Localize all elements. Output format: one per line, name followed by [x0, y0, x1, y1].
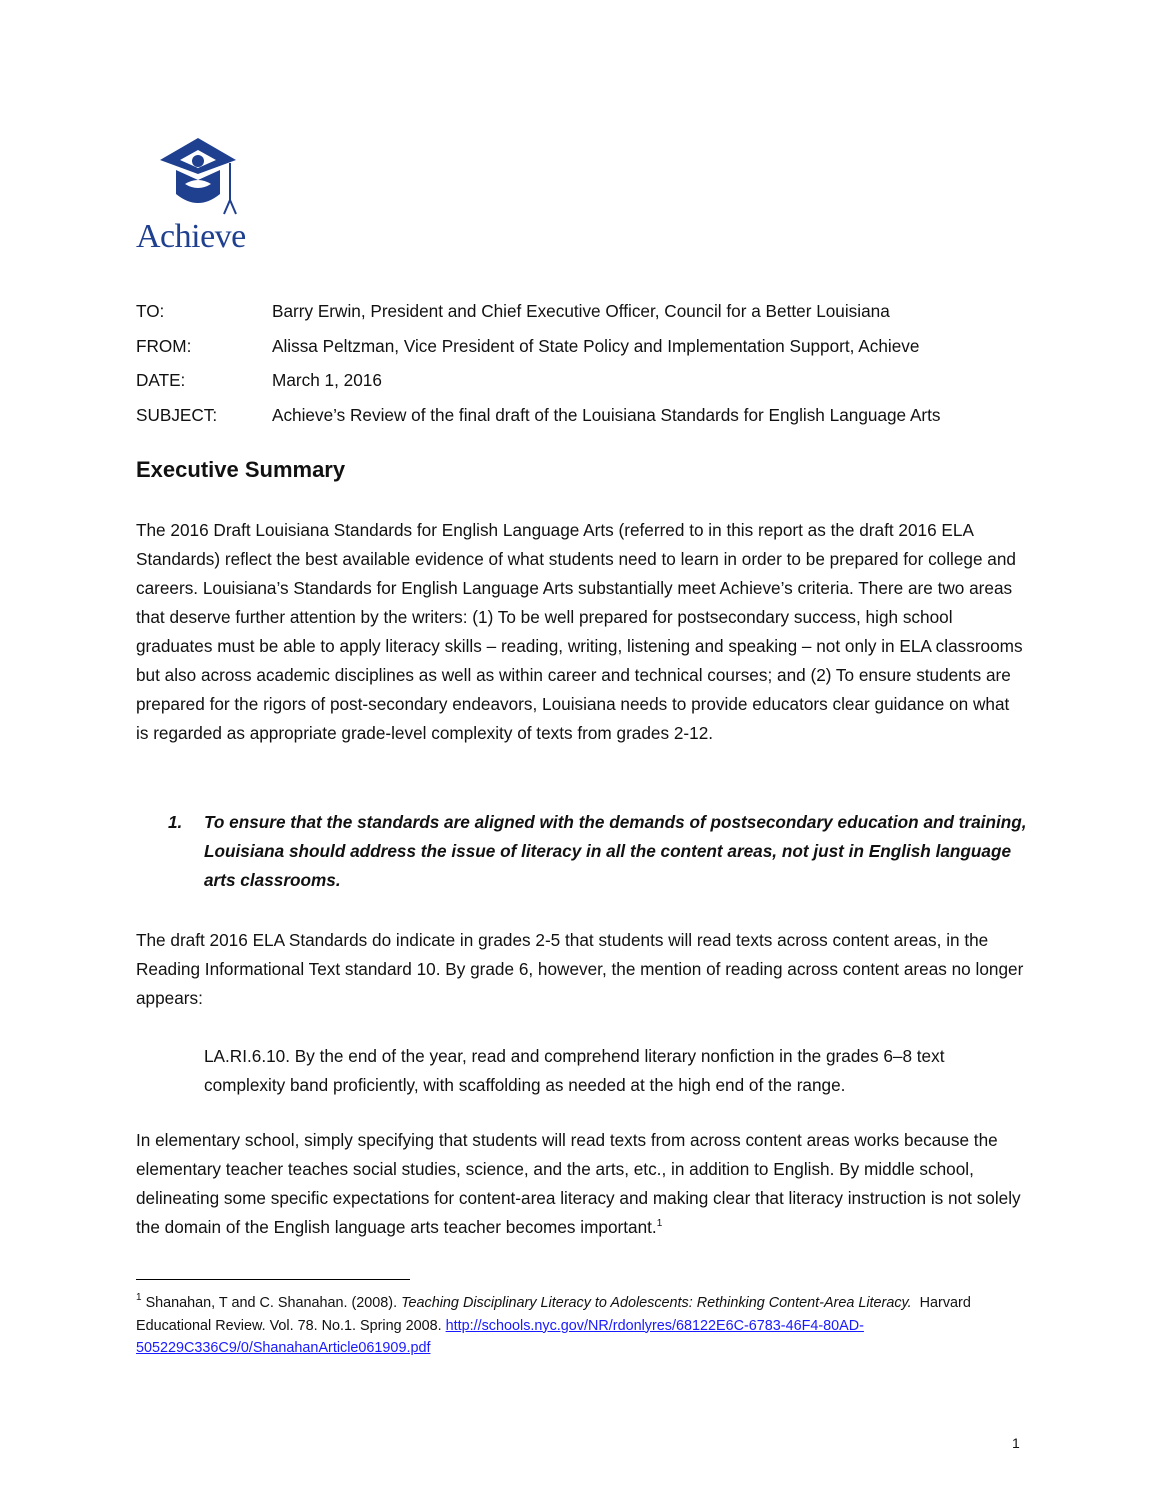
page-number: 1 [1012, 1435, 1020, 1451]
recommendation-item [168, 808, 1028, 895]
body-paragraph-elementary [136, 1126, 1026, 1242]
memo-date-row [136, 363, 1036, 398]
memo-date-value: March 1, 2016 [272, 370, 382, 390]
memo-header [136, 294, 1036, 432]
memo-from-label: FROM: [136, 335, 192, 356]
footnote-marker: 1 [136, 1292, 142, 1303]
body-paragraph-grades: The draft 2016 ELA Standards do indicate in grades 2-5 that students will read texts across content areas, in the Reading Informational Text standard 10. By grade 6, however, the mention of reading across content areas no longer appears: [136, 930, 1024, 1008]
body-paragraph-elementary-text: In elementary school, simply specifying that students will read texts from across content areas works because the elementary teacher teaches social studies, science, and the arts, etc., in addition to English. By middle school, delineating some specific expectations for content-area literacy and making clear that literacy instruction is not solely the domain of the English language arts teacher becomes important. [136, 1130, 1021, 1237]
memo-to-label: TO: [136, 301, 165, 321]
footnote [136, 1292, 1026, 1360]
standard-quote: LA.RI.6.10. By the end of the year, read and comprehend literary nonfiction in the grades 6–8 text complexity band proficiently, with scaffolding as needed at the high end of the range. [204, 1046, 945, 1095]
memo-date-label: DATE: [136, 370, 186, 390]
memo-from-value: Alissa Peltzman, Vice President of State Policy and Implementation Support, Achieve [272, 335, 920, 356]
memo-subject-label: SUBJECT: [136, 404, 218, 425]
graduation-cap-sun-icon [158, 132, 238, 218]
recommendation-number: 1. [168, 812, 183, 832]
footnote-title: Teaching Disciplinary Literacy to Adolescents: Rethinking Content-Area Literacy. [401, 1295, 912, 1311]
footnote-reference[interactable]: 1 [656, 1218, 663, 1229]
footnote-divider [136, 1279, 410, 1280]
recommendation-text: To ensure that the standards are aligned with the demands of postsecondary education and training, Louisiana should address the issue of literacy in all the content areas, not just in English language arts classrooms. [204, 812, 1027, 890]
memo-to-value: Barry Erwin, President and Chief Executive Officer, Council for a Better Louisiana [272, 301, 890, 321]
memo-to-row [136, 294, 1036, 329]
logo-wordmark: Achieve [136, 218, 246, 255]
section-heading: Executive Summary [136, 457, 346, 482]
summary-paragraph: The 2016 Draft Louisiana Standards for English Language Arts (referred to in this report as the draft 2016 ELA Standards) reflect the best available evidence of what students need to learn in order to be prepared for college and careers. Louisiana’s Standards for English Language Arts substantially meet Achieve’s criteria. There are two areas that deserve further attention by the writers: (1) To be well prepared for postsecondary success, high school graduates must be able to apply literacy skills – reading, writing, listening and speaking – not only in ELA classrooms but also across academic disciplines as well as within career and technical courses; and (2) To ensure students are prepared for the rigors of post-secondary endeavors, Louisiana needs to provide educators clear guidance on what is regarded as appropriate grade-level complexity of texts from grades 2-12. [136, 520, 1023, 743]
footnote-authors: Shanahan, T and C. Shanahan. (2008). [145, 1295, 398, 1311]
memo-subject-row [136, 398, 1036, 433]
footnote-link[interactable]: http://schools.nyc.gov/NR/rdonlyres/68122E6C-6783-46F4-80AD-505229C336C9/0/ShanahanArticle061909.pdf [136, 1317, 864, 1356]
achieve-logo [136, 132, 266, 255]
footnote-source: Harvard Educational Review. Vol. 78. No.1. Spring 2008. [136, 1295, 971, 1334]
memo-from-row [136, 329, 1036, 364]
memo-subject-value: Achieve’s Review of the final draft of the Louisiana Standards for English Language Arts [272, 404, 941, 425]
